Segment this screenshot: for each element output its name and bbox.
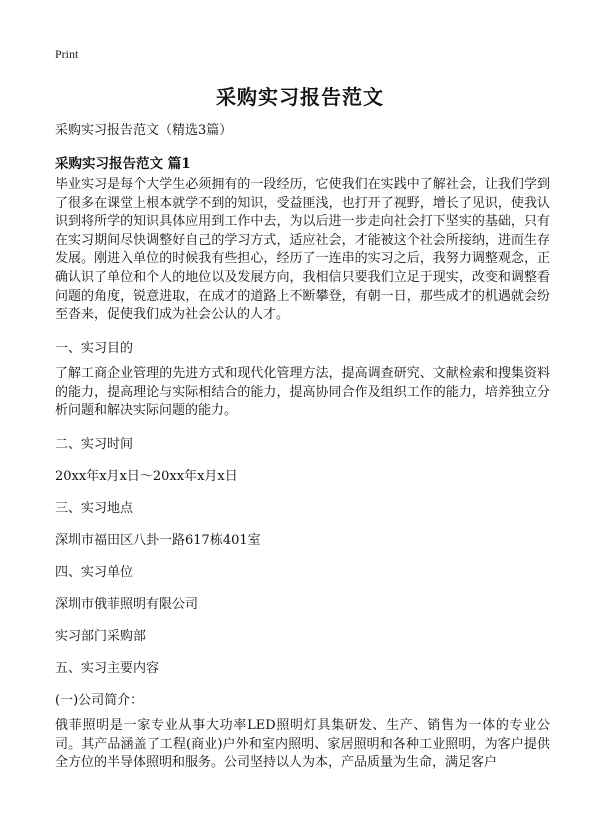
heading-content: 五、实习主要内容 [55,661,160,676]
internship-department: 实习部门采购部 [55,629,147,644]
internship-time: 20xx年x月x日～20xx年x月x日 [55,469,238,484]
document-subtitle: 采购实习报告范文（精选3篇） [55,123,233,138]
section-heading: 采购实习报告范文 篇1 [55,156,191,172]
company-paragraph: 俄菲照明是一家专业从事大功率LED照明灯具集研发、生产、销售为一体的专业公司。其产品涵盖了工程(商业)户外和室内照明、家居照明和各种工业照明，为客户提供全方位的半导体照明和服务。公司坚持以人为本，产品质量为生命，满足客户 [55,718,550,771]
document-title: 采购实习报告范文 [216,85,384,109]
print-label: Print [55,47,79,61]
heading-location: 三、实习地点 [55,501,134,516]
heading-purpose: 一、实习目的 [55,341,134,356]
internship-location: 深圳市福田区八卦一路617栋401室 [55,533,261,548]
internship-unit: 深圳市俄菲照明有限公司 [55,597,199,612]
intro-paragraph: 毕业实习是每个大学生必须拥有的一段经历，它使我们在实践中了解社会，让我们学到了很多在课堂上根本就学不到的知识，受益匪浅，也打开了视野，增长了见识，使我认识到将所学的知识具体应用到工作中去，为以后进一步走向社会打下坚实的基础，只有在实习期间尽快调整好自己的学习方式，适应社会，才能被这个社会所接纳，进而生存发展。刚进入单位的时候我有些担心，经历了一连串的实习之后，我努力调整观念，正确认识了单位和个人的地位以及发展方向，我相信只要我们立足于现实，改变和调整看问题的角度，锐意进取，在成才的道路上不断攀登，有朝一日，那些成才的机遇就会纷至沓来，促使我们成为社会公认的人才。 [55,177,550,323]
purpose-paragraph: 了解工商企业管理的先进方式和现代化管理方法，提高调查研究、文献检索和搜集资料的能力，提高理论与实际相结合的能力，提高协同合作及组织工作的能力，培养独立分析问题和解决实际问题的能力。 [55,366,550,419]
company-intro-label: (一)公司简介： [55,693,144,708]
heading-unit: 四、实习单位 [55,565,134,580]
heading-time: 二、实习时间 [55,437,134,452]
